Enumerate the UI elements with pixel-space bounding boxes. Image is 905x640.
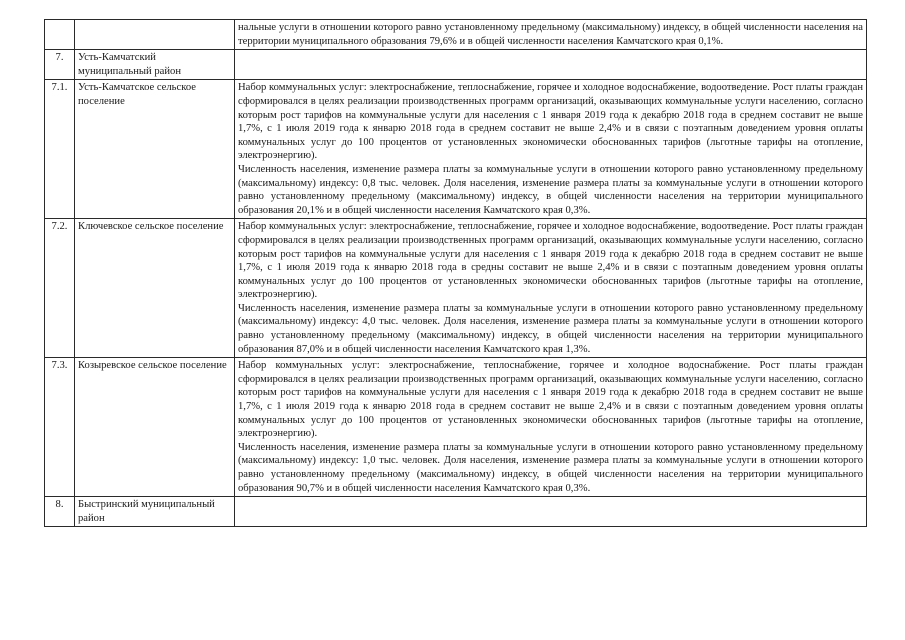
table-row <box>45 497 867 527</box>
description-paragraph: нальные услуги в отношении которого равно установленному предельному (максимальному) индексу, в общей численности населения на территории муниципального образования 79,6% и в общей численности населения Камчатского края 0,1%. <box>238 22 863 47</box>
description-cell <box>235 497 867 527</box>
table-row <box>45 358 867 497</box>
municipality-name: Козыревское сельское поселение <box>75 358 235 497</box>
description-paragraph: Набор коммунальных услуг: электроснабжение, теплоснабжение, горячее и холодное водоснабжение. Рост платы граждан сформировался в целях реализации производственных программ организаций, оказывающих коммунальные услуги населению, согласно которым рост тарифов на коммунальные услуги для населения с 1 января 2019 года к декабрю 2018 года в среднем составит не выше 1,7%, с 1 июля 2019 года к январю 2018 года в среднем составит не выше 2,4% и в связи с поэтапным доведением уровня оплаты коммунальных услуг до 100 процентов от установленных экономически обоснованных тарифов (льготные тарифы на отопление, электроэнергию). <box>238 360 863 440</box>
indices-table <box>44 19 867 527</box>
description-paragraph: Численность населения, изменение размера платы за коммунальные услуги в отношении которого равно установленному предельному (максимальному) индексу: 0,8 тыс. человек. Доля населения, изменение размера платы за коммунальные услуги в отношении которого равно установленному предельному (максимальному) индексу, в общей численности населения на территории муниципального образования 20,1% и в общей численности населения Камчатского края 0,3%. <box>238 163 863 216</box>
row-number: 7.3. <box>45 358 75 497</box>
municipality-name: Усть-Камчатский муниципальный район <box>75 50 235 80</box>
row-number: 8. <box>45 497 75 527</box>
description-paragraph: Набор коммунальных услуг: электроснабжение, теплоснабжение, горячее и холодное водоснабжение, водоотведение. Рост платы граждан сформировался в целях реализации производственных программ организаций, оказывающих коммунальные услуги населению, согласно которым рост тарифов на коммунальные услуги для населения с 1 января 2019 года к декабрю 2018 года в среднем составит не выше 1,7%, с 1 июля 2019 года к январю 2018 года в среднем составит не выше 2,4% и в связи с поэтапным доведением уровня оплаты коммунальных услуг до 100 процентов от установленных экономически обоснованных тарифов (льготные тарифы на отопление, электроэнергию). <box>238 82 863 162</box>
description-paragraph: Набор коммунальных услуг: электроснабжение, теплоснабжение, горячее и холодное водоснабжение, водоотведение. Рост платы граждан сформировался в целях реализации производственных программ организаций, оказывающих коммунальные услуги населению, согласно которым рост тарифов на коммунальные услуги для населения с 1 января 2019 года к декабрю 2018 года в среднем составит не выше 1,7%, с 1 июля 2019 года к январю 2018 года в средны составит не выше 2,4% и в связи с поэтапным доведением уровня оплаты коммунальных услуг до 100 процентов от установленных экономически обоснованных тарифов (льготные тарифы на отопление, электроэнергию). <box>238 221 863 301</box>
row-number <box>45 20 75 50</box>
table-row <box>45 20 867 50</box>
description-cell <box>235 219 867 358</box>
table-row <box>45 80 867 219</box>
table-row <box>45 50 867 80</box>
municipality-name <box>75 20 235 50</box>
municipality-name: Ключевское сельское поселение <box>75 219 235 358</box>
description-cell <box>235 20 867 50</box>
row-number: 7.1. <box>45 80 75 219</box>
row-number: 7. <box>45 50 75 80</box>
table-row <box>45 219 867 358</box>
description-cell <box>235 80 867 219</box>
row-number: 7.2. <box>45 219 75 358</box>
description-paragraph: Численность населения, изменение размера платы за коммунальные услуги в отношении которого равно установленному предельному (максимальному) индексу: 4,0 тыс. человек. Доля населения, изменение размера платы за коммунальные услуги в отношении которого равно установленному предельному (максимальному) индексу, в общей численности населения на территории муниципального образования 87,0% и в общей численности населения Камчатского края 1,3%. <box>238 302 863 355</box>
municipality-name: Быстринский муниципальный район <box>75 497 235 527</box>
description-paragraph: Численность населения, изменение размера платы за коммунальные услуги в отношении которого равно установленному предельному (максимальному) индексу: 1,0 тыс. человек. Доля населения, изменение размера платы за коммунальные услуги в отношении которого равно установленному предельному (максимальному) индексу, в общей численности населения на территории муниципального образования 90,7% и в общей численности населения Камчатского края 0,3%. <box>238 441 863 494</box>
description-cell <box>235 50 867 80</box>
municipality-name: Усть-Камчатское сельское поселение <box>75 80 235 219</box>
description-cell <box>235 358 867 497</box>
